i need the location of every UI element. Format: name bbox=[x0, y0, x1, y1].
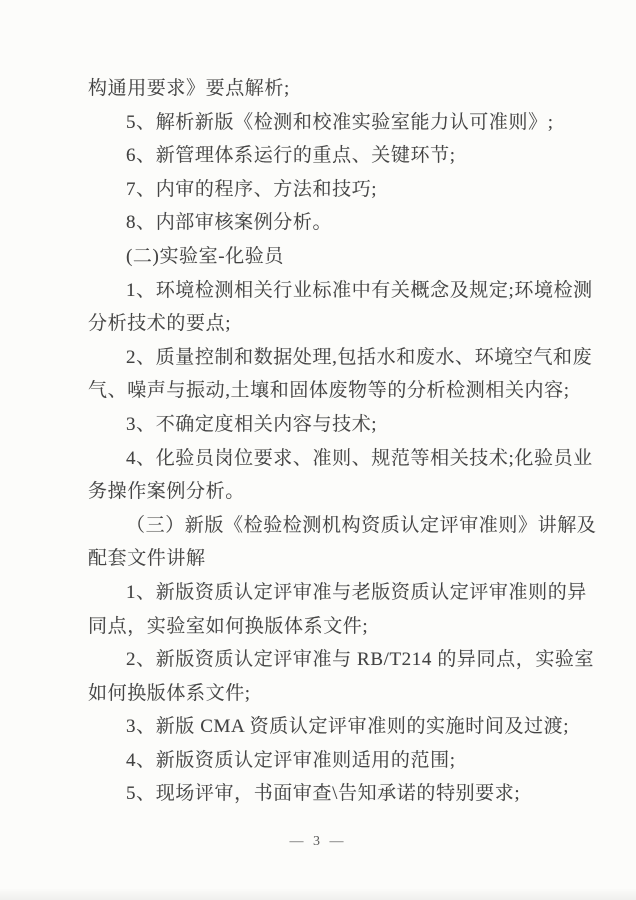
text-line: 1、环境检测相关行业标准中有关概念及规定;环境检测 bbox=[126, 279, 593, 301]
text-line: 2、质量控制和数据处理,包括水和废水、环境空气和废 bbox=[126, 346, 593, 368]
text-line: 5、解析新版《检测和校准实验室能力认可准则》; bbox=[126, 111, 554, 133]
text-line: 4、新版资质认定评审准则适用的范围; bbox=[126, 749, 456, 771]
text-line: 务操作案例分析。 bbox=[88, 481, 245, 503]
text-line: 5、现场评审，书面审查\告知承诺的特别要求; bbox=[126, 783, 521, 805]
text-line: 1、新版资质认定评审准与老版资质认定评审准则的异 bbox=[126, 581, 587, 603]
document-body bbox=[88, 72, 597, 811]
text-line: 8、内部审核案例分析。 bbox=[126, 212, 333, 234]
text-line: 同点，实验室如何换版体系文件; bbox=[88, 615, 369, 637]
text-line: 7、内审的程序、方法和技巧; bbox=[126, 178, 378, 200]
text-line: 2、新版资质认定评审准与 RB/T214 的异同点，实验室 bbox=[126, 649, 595, 671]
text-line: 3、不确定度相关内容与技术; bbox=[126, 413, 378, 435]
text-line: 6、新管理体系运行的重点、关键环节; bbox=[126, 145, 456, 167]
text-line: （三）新版《检验检测机构资质认定评审准则》讲解及 bbox=[126, 514, 597, 536]
text-line: 配套文件讲解 bbox=[88, 548, 206, 570]
text-line: 如何换版体系文件; bbox=[88, 682, 251, 704]
text-line: (二)实验室-化验员 bbox=[126, 245, 284, 267]
text-line: 构通用要求》要点解析; bbox=[88, 78, 290, 99]
text-line: 3、新版 CMA 资质认定评审准则的实施时间及过渡; bbox=[126, 716, 570, 738]
text-line: 气、噪声与振动,土壤和固体废物等的分析检测相关内容; bbox=[88, 380, 570, 402]
text-line: 4、化验员岗位要求、准则、规范等相关技术;化验员业 bbox=[126, 447, 593, 469]
page-number: — 3 — bbox=[289, 834, 347, 849]
text-line: 分析技术的要点; bbox=[88, 313, 232, 335]
